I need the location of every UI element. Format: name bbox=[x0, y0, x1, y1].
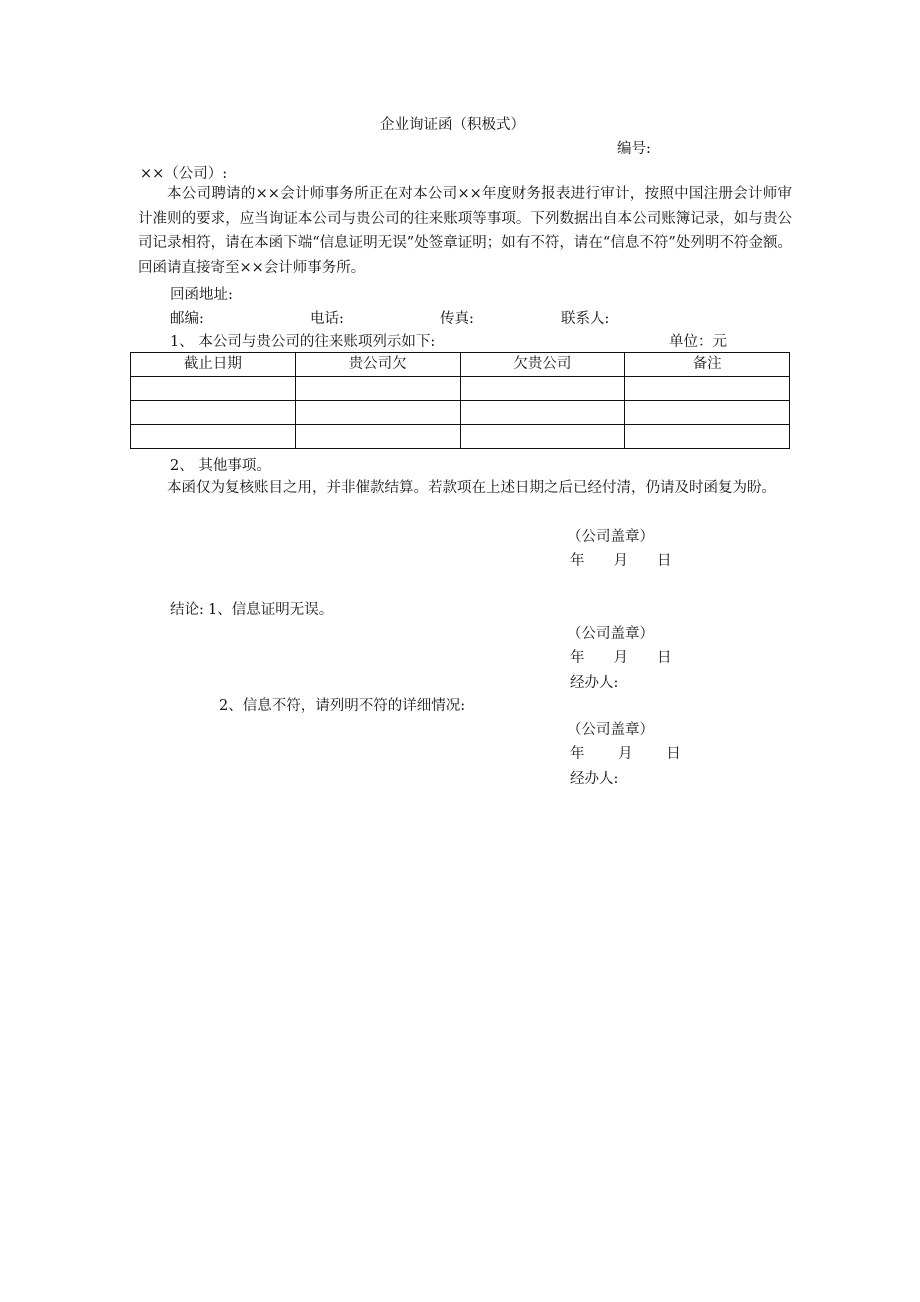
table-cell bbox=[131, 401, 296, 425]
table-cell bbox=[625, 377, 790, 401]
table-row bbox=[131, 425, 790, 449]
conclusion-label: 结论: bbox=[170, 602, 204, 618]
section1-heading: 1、 本公司与贵公司的往来账项列示如下: bbox=[170, 334, 436, 350]
table-cell bbox=[460, 377, 625, 401]
table-row bbox=[131, 401, 790, 425]
discrepancy-date: 年 月 日 bbox=[570, 746, 681, 762]
discrepancy-seal: （公司盖章） bbox=[567, 722, 654, 738]
table-cell bbox=[625, 401, 790, 425]
reply-address-label: 回函地址: bbox=[170, 287, 233, 303]
table-cell bbox=[295, 425, 460, 449]
section2-heading: 2、 其他事项。 bbox=[170, 458, 271, 474]
phone-label: 电话: bbox=[310, 311, 344, 327]
confirmed-date: 年 月 日 bbox=[570, 650, 672, 666]
table-cell bbox=[131, 425, 296, 449]
contact-person-label: 联系人: bbox=[561, 311, 610, 327]
currency-unit: 单位：元 bbox=[669, 334, 727, 350]
table-cell bbox=[460, 401, 625, 425]
addressee: ××（公司）: bbox=[140, 166, 228, 182]
postcode-label: 邮编: bbox=[170, 311, 204, 327]
conclusion-option-confirmed: 1、信息证明无误。 bbox=[208, 602, 334, 618]
table-cell bbox=[295, 377, 460, 401]
column-header-remarks: 备注 bbox=[625, 353, 790, 377]
confirmed-seal: （公司盖章） bbox=[567, 626, 654, 642]
column-header-cutoff-date: 截止日期 bbox=[131, 353, 296, 377]
document-title: 企业询证函（积极式） bbox=[380, 117, 525, 133]
table-cell bbox=[131, 377, 296, 401]
column-header-owed-by-you: 贵公司欠 bbox=[295, 353, 460, 377]
table-cell bbox=[460, 425, 625, 449]
discrepancy-handler: 经办人: bbox=[570, 771, 619, 787]
ledger-table bbox=[130, 352, 790, 449]
table-cell bbox=[295, 401, 460, 425]
sender-seal: （公司盖章） bbox=[567, 529, 654, 545]
reference-number-label: 编号: bbox=[617, 141, 651, 157]
confirmed-handler: 经办人: bbox=[570, 675, 619, 691]
fax-label: 传真: bbox=[440, 311, 474, 327]
table-header-row bbox=[131, 353, 790, 377]
intro-paragraph: 本公司聘请的××会计师事务所正在对本公司××年度财务报表进行审计，按照中国注册会计师审计准则的要求，应当询证本公司与贵公司的往来账项等事项。下列数据出自本公司账簿记录，如与贵公司记录相符，请在本函下端“信息证明无误”处签章证明；如有不符，请在“信息不符”处列明不符金额。回函请直接寄至××会计师事务所。 bbox=[138, 186, 792, 276]
conclusion-option-discrepancy: 2、信息不符，请列明不符的详细情况: bbox=[219, 698, 466, 714]
table-row bbox=[131, 377, 790, 401]
column-header-owed-to-you: 欠贵公司 bbox=[460, 353, 625, 377]
sender-date: 年 月 日 bbox=[570, 553, 672, 569]
section2-note: 本函仅为复核账目之用，并非催款结算。若款项在上述日期之后已经付清，仍请及时函复为盼。 bbox=[167, 480, 776, 496]
table-cell bbox=[625, 425, 790, 449]
